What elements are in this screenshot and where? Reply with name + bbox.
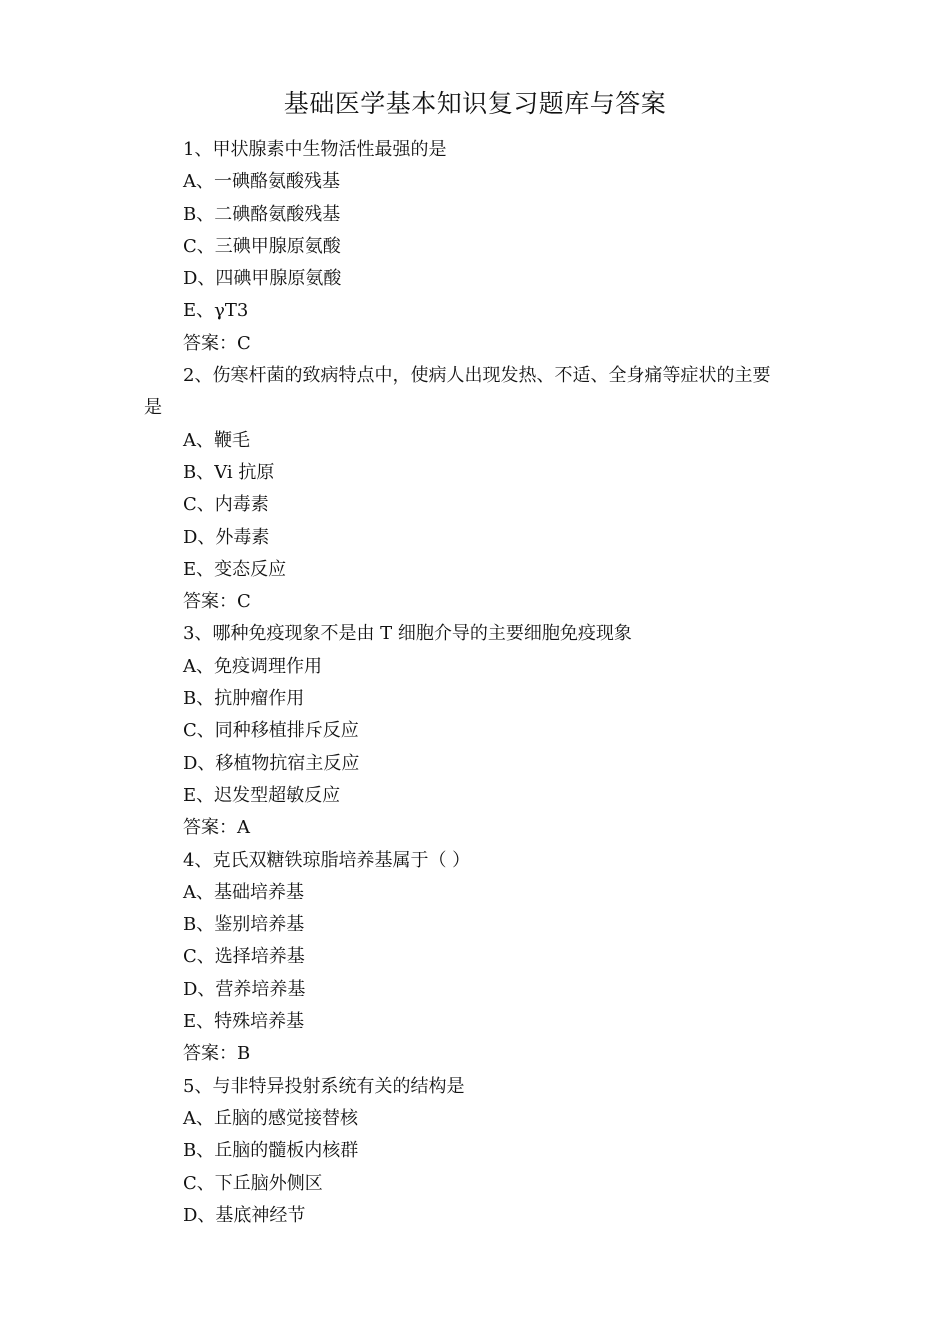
option: A、免疫调理作用	[183, 655, 322, 677]
option: C、选择培养基	[183, 946, 305, 968]
answer: 答案：B	[183, 1043, 251, 1065]
answer: 答案：C	[183, 591, 251, 613]
option: C、内毒素	[183, 494, 269, 516]
option: A、一碘酪氨酸残基	[183, 171, 340, 193]
question-stem-continuation: 是	[144, 397, 162, 419]
document-title: 基础医学基本知识复习题库与答案	[283, 89, 667, 118]
option: B、鉴别培养基	[183, 914, 305, 936]
option: B、Vi 抗原	[183, 461, 275, 483]
question-stem: 1、甲状腺素中生物活性最强的是	[183, 139, 447, 160]
option: B、二碘酪氨酸残基	[183, 203, 341, 225]
option: E、γT3	[183, 300, 249, 322]
question-stem: 3、哪种免疫现象不是由 T 细胞介导的主要细胞免疫现象	[183, 623, 632, 645]
question-stem: 5、与非特异投射系统有关的结构是	[183, 1075, 465, 1097]
option: D、移植物抗宿主反应	[183, 752, 360, 774]
option: D、基底神经节	[183, 1204, 306, 1226]
question-list	[144, 134, 824, 1232]
option: C、同种移植排斥反应	[183, 720, 359, 742]
option: E、变态反应	[183, 558, 287, 580]
option: E、特殊培养基	[183, 1011, 305, 1033]
option: B、抗肿瘤作用	[183, 688, 305, 710]
option: B、丘脑的髓板内核群	[183, 1140, 359, 1162]
option: E、迟发型超敏反应	[183, 784, 341, 806]
option: A、鞭毛	[183, 429, 250, 451]
option: D、营养培养基	[183, 978, 306, 1000]
question-stem: 4、克氏双糖铁琼脂培养基属于（ ）	[183, 849, 471, 871]
option: C、下丘脑外侧区	[183, 1172, 323, 1194]
option: A、丘脑的感觉接替核	[183, 1107, 358, 1129]
option: A、基础培养基	[183, 881, 304, 903]
answer: 答案：A	[183, 817, 250, 839]
question-stem: 2、伤寒杆菌的致病特点中，使病人出现发热、不适、全身痛等症状的主要	[183, 365, 771, 387]
option: D、外毒素	[183, 526, 270, 548]
option: D、四碘甲腺原氨酸	[183, 268, 342, 290]
option: C、三碘甲腺原氨酸	[183, 235, 341, 257]
answer: 答案：C	[183, 332, 251, 354]
